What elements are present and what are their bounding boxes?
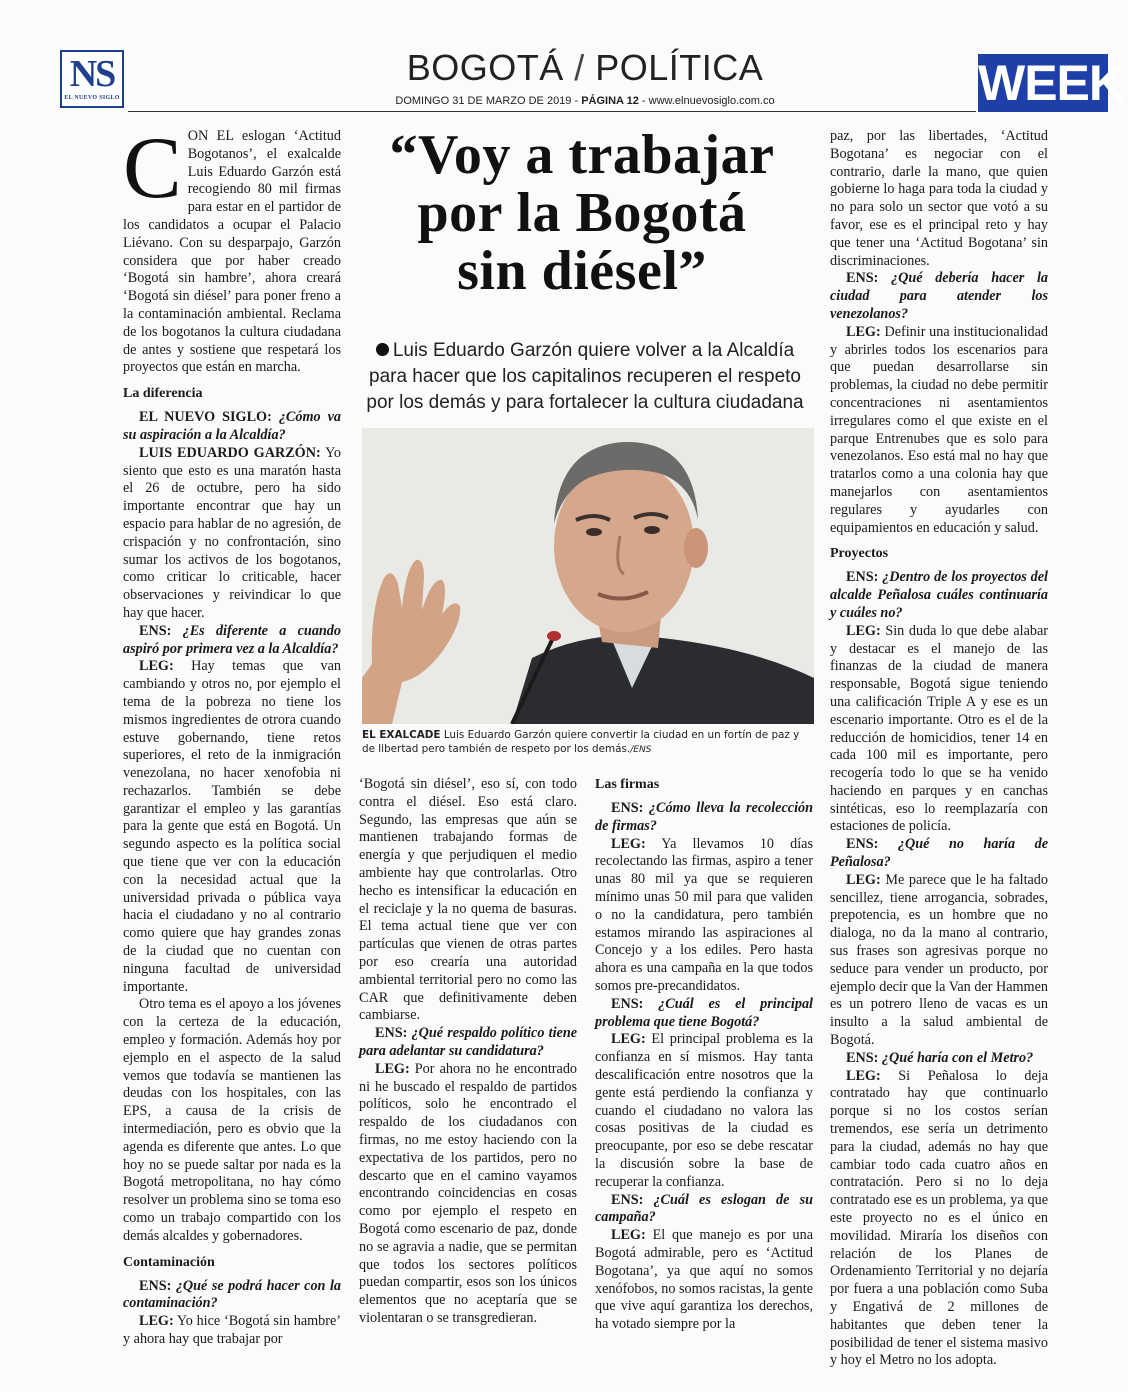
interviewer-label: ENS: [611, 995, 644, 1012]
headline-line: “Voy a trabajar [389, 124, 775, 186]
interviewee-label: LEG: [611, 835, 646, 852]
answer [359, 1061, 577, 1328]
question-text: ¿Qué debería hacer la ciudad para atender los venezolanos? [830, 270, 1048, 322]
question [830, 270, 1048, 323]
interviewer-label: ENS: [139, 622, 172, 639]
subheading: La diferencia [123, 386, 203, 402]
question-text: ¿Cómo va su aspiración a la Alcaldía? [123, 409, 341, 443]
question [123, 1278, 341, 1314]
section-sub: POLÍTICA [595, 47, 764, 88]
answer-text: Me parece que le ha faltado sencillez, tiene arrogancia, sobrades, prepotencia, es un hombre que no dialoga, no da la mano al contrario, sus frases son agresivas porque no seduce para vender un producto, por ejemplo decir que la Van der Hammen es un potrero lleno de vacas es un insulto a la salud ambiental de Bogotá. [830, 871, 1048, 1049]
section-main: BOGOTÁ [406, 47, 564, 88]
answer [595, 1031, 813, 1191]
question [830, 569, 1048, 622]
section-separator: / [574, 47, 585, 88]
question [595, 800, 813, 836]
answer [830, 872, 1048, 1050]
interviewer-label: ENS: [846, 836, 879, 853]
photo-caption [362, 728, 814, 757]
body-paragraph: ‘Bogotá sin diésel’, eso sí, con todo contra el diésel. Eso está claro. Segundo, las empresas que aún se mantienen trabajando formas de energía y que perjudiquen el medio ambiente hay que controlarlas. Otro hecho es intensificar la educación en el reciclaje y la no quema de basuras. El tema actual tiene que ver con partículas que vienen de otras partes por eso crearía una autoridad ambiental territorial pero no como las CAR que definitivamente deben cambiarse. [359, 776, 577, 1024]
question-text: ¿Dentro de los proyectos del alcalde Peñalosa cuáles continuaría y cuáles no? [830, 569, 1048, 621]
answer [123, 445, 341, 623]
question [595, 996, 813, 1032]
interviewer-label: ENS: [846, 569, 879, 586]
interviewer-label: ENS: [611, 800, 644, 816]
issue-date: DOMINGO 31 DE MARZO DE 2019 [395, 95, 572, 107]
article-column-4 [830, 128, 1048, 1370]
article-column-3 [595, 776, 813, 1334]
question-text: ¿Es diferente a cuando aspiró por primera vez a la Alcaldía? [123, 622, 341, 657]
interviewee-label: LEG: [846, 871, 881, 888]
question-text: ¿Cómo lleva la recolección de firmas? [595, 800, 813, 834]
interviewee-label: LEG: [375, 1060, 410, 1077]
deck-text: Luis Eduardo Garzón quiere volver a la Alcaldía para hacer que los capitalinos recuperen el respeto por los demás y para fortalecer la cultura ciudadana [366, 340, 804, 413]
caption-text: Luis Eduardo Garzón quiere convertir la ciudad en un fortín de paz y de libertad pero también de respeto por los demás. [362, 729, 800, 755]
answer-text: Si Peñalosa lo deja contratado hay que continuarlo porque si no los costos serían tremendos, ese sería un detrimento para la ciudad, además no hay que cambiar todo cada cuatro años en contratación. Pero si no lo deja contratado ese es un problema, ya que este proyecto no es el único en movilidad. Miraría los diseños con relación de los Planes de Ordenamiento Territorial y no dejaría por fuera a una población como Suba y Engativá de 2 millones de habitantes que deben tener la posibilidad de tener el sistema masivo y hoy el Metro no los adopta. [830, 1067, 1048, 1369]
question-text: ¿Qué haría con el Metro? [881, 1049, 1034, 1066]
interviewer-label: EL NUEVO SIGLO: [139, 409, 272, 426]
answer-text: El principal problema es la confianza en sí mismos. Hay tanta descalificación entre nosotros que la gente está perdiendo la confianza y cuando el ciudadano no valora las cosas positivas de la ciudad es preocupante, por eso se debe rescatar la discusión sobre la base de recuperar la confianza. [595, 1031, 814, 1190]
question-text: ¿Cuál es eslogan de su campaña? [595, 1191, 813, 1226]
logo-subtitle: EL NUEVO SIGLO [64, 95, 120, 101]
drop-cap: C [123, 120, 182, 217]
answer [595, 1227, 813, 1334]
question [595, 1192, 813, 1228]
answer-text: Yo hice ‘Bogotá sin hambre’ y ahora hay que trabajar por [123, 1313, 341, 1347]
intro-text: ON EL eslogan ‘Actitud Bogotanos’, el exalcalde Luis Eduardo Garzón está recogiendo 80 mil firmas para estar en el partidor de los candidatos a ocupar el Palacio Liévano. Con su desparpajo, Garzón considera que por haber creado ‘Bogotá sin hambre’, ahora creará ‘Bogotá sin diésel’ para poner freno a la contaminación ambiental. Reclama de los bogotanos la cultura ciudadana de antes y sostiene que respetará los proyectos que están en marcha. [123, 128, 341, 376]
answer-text: Definir una institucionalidad y abrirles todos los escenarios para que puedan desarrollarse sin problemas, la ciudad no debe permitir concentraciones ni asentamientos irregulares como el que existe en el parque Entrenubes que es solo para venezolanos. Eso está mal no hay que tratarlos como a una colonia hay que manejarlos con asentamientos regulares y ayudarles con equipamientos en educación y salud. [830, 323, 1048, 536]
website-url: www.elnuevosiglo.com.co [648, 95, 775, 107]
interviewer-label: ENS: [139, 1277, 172, 1294]
question-text: ¿Cuál es el principal problema que tiene Bogotá? [595, 995, 813, 1030]
answer [123, 658, 341, 996]
newspaper-logo [60, 50, 124, 108]
headline [344, 126, 820, 300]
answer-text: Por ahora no he encontrado ni he buscado el respaldo de partidos políticos, solo he encontrado el respaldo de los ciudadanos con firmas, no me estoy haciendo con la expectativa de los partidos, pero no descarto que en el camino vayamos encontrando coincidencias en cosas como por ejemplo el respeto en Bogotá como escenario de paz, donde no se agravia a nadie, que se permitan que todos los sectores políticos puedan compartir, esos son los únicos elementos que no aceptaría que se violentaran o se transgredieran. [359, 1060, 578, 1326]
interviewee-label: LEG: [139, 658, 174, 675]
dateline: DOMINGO 31 DE MARZO DE 2019 - PÁGINA 12 - www.elnuevosiglo.com.co [395, 95, 775, 107]
answer [123, 1313, 341, 1349]
answer-text: Ya llevamos 10 días recolectando las firmas, aspiro a tener unas 80 mil ya que se requieren mínimo unas 50 mil para que validen o no la candidatura, pero también estamos mirando las aspiraciones al Concejo y a los ediles. Pero hasta ahora es una campaña en la que todos somos pre-precandidatos. [595, 835, 813, 994]
deck-summary [360, 338, 810, 416]
week-badge: WEEK [978, 55, 1124, 111]
caption-lead: EL EXALCADE [362, 729, 441, 741]
portrait-photo [362, 428, 814, 724]
subheading: Las firmas [595, 777, 660, 792]
subheading: Contaminación [123, 1254, 215, 1270]
question [359, 1025, 577, 1061]
interviewee-label: LUIS EDUARDO GARZÓN: [139, 444, 321, 461]
body-paragraph: Otro tema es el apoyo a los jóvenes con la certeza de la educación, empleo y formación. Además hoy por ejemplo en el aspecto de la salud vemos que todavía se mantienen las deudas con los hospitales, con las EPS, a causa de la crisis de intermediación, pero es obvio que la agenda es diferente que antes. Lo que hoy no se puede saltar por nada es la Bogotá metropolitana, no hay cómo resolver un problema sino se toma eso como un trabajo compartido con los demás alcaldes y gobernadores. [123, 996, 341, 1244]
question [830, 836, 1048, 872]
headline-line: sin diésel” [457, 240, 707, 302]
headline-line: por la Bogotá [417, 182, 747, 244]
masthead-rule [128, 111, 976, 112]
answer-text: Hay temas que van cambiando y otros no, por ejemplo el tema de la pobreza no tiene los mismos ingredientes de otrora cuando estuve gobernando, tiene retos superiores, el reto de la inmigración venezolana, no hacer xenofobia ni rechazarlos. También se debe garantizar el empleo y las garantías para la gente que está en Bogotá. Un segundo aspecto es la política social que tiene que ver con la educación con la necesidad actual que la universidad privada o pública vaya hacia el ciudadano y no al contrario como quiere que hay grandes zonas de la ciudad que no cuentan con ninguna facultad de universidad importante. [123, 658, 341, 995]
question-text: ¿Qué no haría de Peñalosa? [830, 836, 1048, 871]
logo-monogram: NS [69, 53, 115, 95]
interviewer-label: ENS: [611, 1191, 644, 1208]
photo-credit: /ENS [630, 745, 652, 755]
body-paragraph: paz, por las libertades, ‘Actitud Bogotana’ es negociar con el contrario, darle la mano, que quien gobierne lo haga para toda la ciudad y no para solo un sector que votó a su favor, ese es el principal reto y hay que tener una ‘Actitud Bogotana’ sin discriminaciones. [830, 128, 1048, 269]
answer [830, 1068, 1048, 1371]
interviewee-label: LEG: [846, 1067, 881, 1084]
page-number: PÁGINA 12 [581, 95, 639, 107]
subheading: Proyectos [830, 546, 889, 562]
answer-text: El que manejo es por una Bogotá admirable, pero es ‘Actitud Bogotana’, ya que aquí no somos xenófobos, no somos racistas, la gente que vive aquí garantiza los derechos, ha votado siempre por la [595, 1227, 813, 1333]
intro-paragraph [123, 120, 341, 377]
interviewee-label: LEG: [139, 1313, 174, 1330]
portrait-illustration [362, 428, 814, 724]
answer-text: Yo siento que esto es una maratón hasta el 26 de octubre, pero ha sido importante encontrar que hay un espacio para hablar de no agresión, de crispación y no confrontación, sino sumar los activos de los bogotanos, como criticar lo criticable, hacer observaciones y reivindicar lo que hay que hacer. [123, 444, 341, 621]
bullet-icon [376, 343, 389, 356]
interviewer-label: ENS: [846, 1049, 879, 1066]
interviewer-label: ENS: [846, 270, 879, 287]
question [123, 623, 341, 659]
interviewee-label: LEG: [846, 323, 881, 340]
answer [830, 324, 1048, 538]
answer [595, 836, 813, 996]
question-text: ¿Qué respaldo político tiene para adelantar su candidatura? [359, 1025, 578, 1059]
answer-text: Sin duda lo que debe alabar y destacar es el manejo de las finanzas de la ciudad de manera responsable, Bogotá sigue teniendo una calificación Triple A y ese es un escenario importante. Otro es el de la reducción de homicidios, tener 14 en cada 100 mil es importante, pero recogería todo lo que se ha venido haciendo en parques y en canchas sintéticas, eso lo reemplazaría con estaciones de policía. [830, 622, 1048, 835]
interviewer-label: ENS: [375, 1025, 408, 1042]
question [830, 1050, 1048, 1068]
interviewee-label: LEG: [611, 1031, 646, 1048]
article-column-2 [359, 776, 577, 1328]
interviewee-label: LEG: [846, 622, 881, 639]
section-title [330, 48, 840, 88]
question-text: ¿Qué se podrá hacer con la contaminación? [123, 1277, 341, 1312]
answer [830, 623, 1048, 837]
article-column-1 [123, 120, 341, 1349]
question [123, 409, 341, 445]
interviewee-label: LEG: [611, 1227, 646, 1244]
